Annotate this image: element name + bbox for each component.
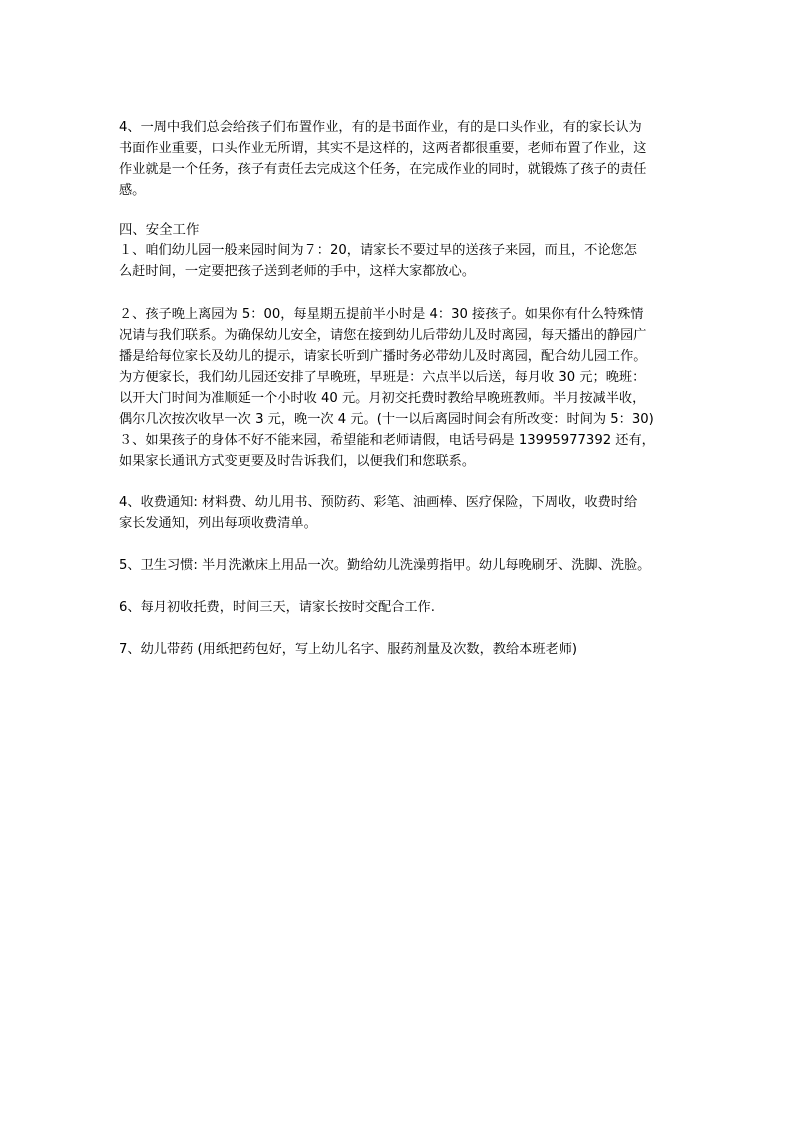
text-line: 书面作业重要，口头作业无所谓，其实不是这样的，这两者都很重要，老师布置了作业，这 bbox=[119, 141, 647, 156]
text-line: 家长发通知，列出每项收费清单。 bbox=[119, 516, 317, 531]
text-line: 以开大门时间为准顺延一个小时收 40 元。月初交托费时教给早晚班教师。半月按减半收， bbox=[119, 391, 646, 406]
text-line: 7、幼儿带药 (用纸把药包好，写上幼儿名字、服药剂量及次数，教给本班老师) bbox=[119, 642, 578, 657]
text-line: ３、如果孩子的身体不好不能来园，希望能和老师请假，电话号码是 13995977392 还有， bbox=[119, 433, 655, 448]
text-line: 况请与我们联系。为确保幼儿安全，请您在接到幼儿后带幼儿及时离园，每天播出的静园广 bbox=[119, 328, 647, 343]
text-line: 6、每月初收托费，时间三天，请家长按时交配合工作. bbox=[119, 600, 435, 615]
text-line: 感。 bbox=[119, 183, 146, 198]
text-line: 么赶时间，一定要把孩子送到老师的手中，这样大家都放心。 bbox=[119, 264, 476, 279]
text-line: 偶尔几次按次收早一次 3 元，晚一次 4 元。(十一以后离园时间会有所改变：时间为 5：30) bbox=[119, 412, 654, 427]
text-line: 4、收费通知: 材料费、幼儿用书、预防药、彩笔、油画棒、医疗保险，下周收，收费时给 bbox=[119, 495, 638, 510]
text-line: 如果家长通讯方式变更要及时告诉我们，以便我们和您联系。 bbox=[119, 454, 476, 469]
text-line: 播是给每位家长及幼儿的提示，请家长听到广播时务必带幼儿及时离园，配合幼儿园工作。 bbox=[119, 349, 647, 364]
text-line: 4、一周中我们总会给孩子们布置作业，有的是书面作业，有的是口头作业，有的家长认为 bbox=[119, 120, 642, 135]
text-line: 5、卫生习惯: 半月洗漱床上用品一次。勤给幼儿洗澡剪指甲。幼儿每晚刷牙、洗脚、洗脸。 bbox=[119, 558, 651, 573]
text-line: 为方便家长，我们幼儿园还安排了早晚班，早班是：六点半以后送，每月收 30 元；晚班： bbox=[119, 370, 646, 385]
text-line: ２、孩子晚上离园为 5：00，每星期五提前半小时是 4：30 接孩子。如果你有什么特殊情 bbox=[119, 307, 644, 322]
section-heading: 四、安全工作 bbox=[119, 223, 200, 238]
text-line: 作业就是一个任务，孩子有责任去完成这个任务，在完成作业的同时，就锻炼了孩子的责任 bbox=[119, 162, 647, 177]
text-line: １、咱们幼儿园一般来园时间为７：20，请家长不要过早的送孩子来园，而且，不论您怎 bbox=[119, 243, 637, 258]
